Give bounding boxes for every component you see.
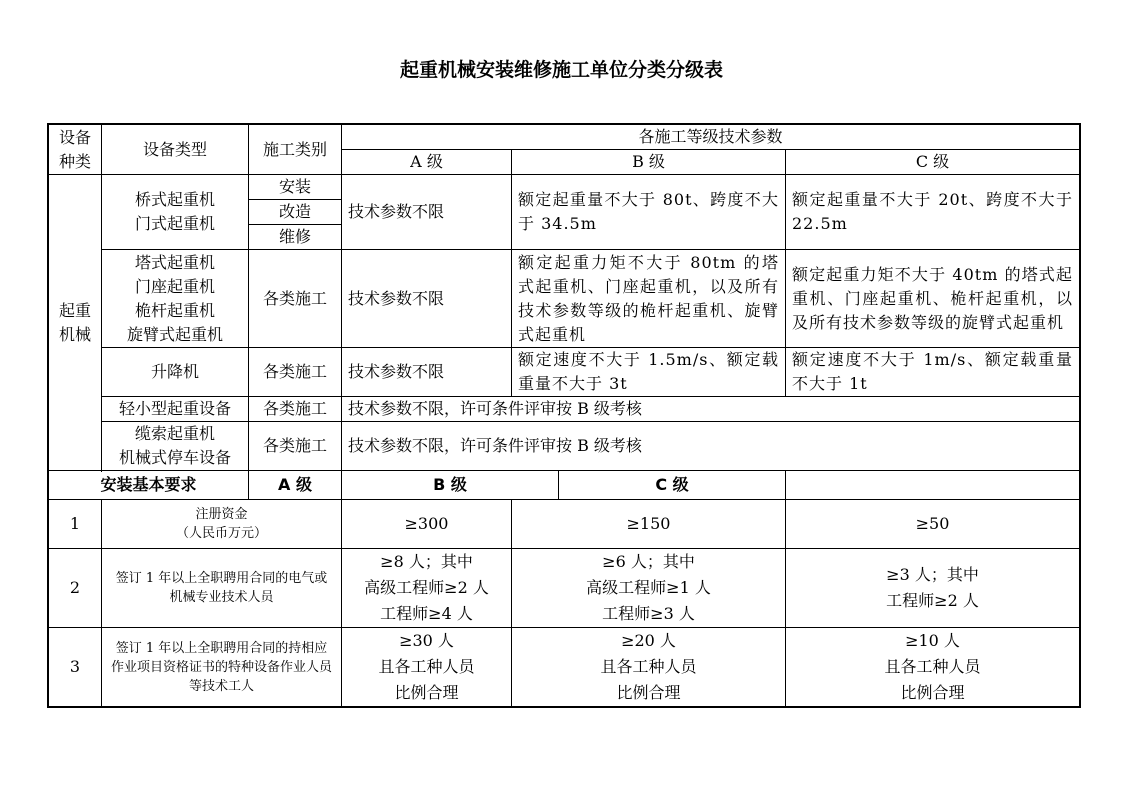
header-grade-b: B 级 [512,150,786,175]
req-item: 签订 1 年以上全职聘用合同的电气或机械专业技术人员 [102,549,342,628]
req-header-a: A 级 [249,471,342,500]
work-repair: 维修 [249,225,342,250]
category-lifting-machinery: 起重 机械 [49,175,102,471]
header-device-type: 设备类型 [102,125,249,175]
lift-grade-b: 额定速度不大于 1.5m/s、额定载重量不大于 3t [512,348,786,397]
work-install: 安装 [249,175,342,200]
req-header-b: B 级 [342,471,559,500]
req-item: 签订 1 年以上全职聘用合同的持相应作业项目资格证书的特种设备作业人员等技术工人 [102,628,342,707]
req-no: 2 [49,549,102,628]
work-modify: 改造 [249,200,342,225]
header-construction-type: 施工类别 [249,125,342,175]
light-params: 技术参数不限，许可条件评审按 B 级考核 [342,397,1080,422]
light-work: 各类施工 [249,397,342,422]
lift-grade-a: 技术参数不限 [342,348,512,397]
header-grade-c: C 级 [786,150,1080,175]
bridge-grade-a: 技术参数不限 [342,175,512,250]
req-grade-c: ≥10 人 且各工种人员 比例合理 [786,628,1080,707]
tower-grade-a: 技术参数不限 [342,250,512,348]
lift-work: 各类施工 [249,348,342,397]
classification-table [48,124,1080,707]
lift-grade-c: 额定速度不大于 1m/s、额定载重量不大于 1t [786,348,1080,397]
req-header-c: C 级 [559,471,786,500]
type-cable-parking: 缆索起重机 机械式停车设备 [102,422,249,471]
req-item: 注册资金 （人民币万元） [102,500,342,549]
tower-grade-c: 额定起重力矩不大于 40tm 的塔式起重机、门座起重机、桅杆起重机，以及所有技术参数等级的旋臂式起重机 [786,250,1080,348]
req-grade-b: ≥6 人；其中 高级工程师≥1 人 工程师≥3 人 [512,549,786,628]
req-grade-c: ≥50 [786,500,1080,549]
req-grade-c: ≥3 人；其中 工程师≥2 人 [786,549,1080,628]
req-no: 3 [49,628,102,707]
header-device-kind: 设备 种类 [49,125,102,175]
tower-work: 各类施工 [249,250,342,348]
header-params: 各施工等级技术参数 [342,125,1080,150]
header-grade-a: A 级 [342,150,512,175]
type-lift: 升降机 [102,348,249,397]
document-title: 起重机械安装维修施工单位分类分级表 [399,59,723,81]
req-header-label: 安装基本要求 [49,471,249,500]
req-grade-a: ≥8 人；其中 高级工程师≥2 人 工程师≥4 人 [342,549,512,628]
type-bridge-gantry: 桥式起重机 门式起重机 [102,175,249,250]
tower-grade-b: 额定起重力矩不大于 80tm 的塔式起重机、门座起重机，以及所有技术参数等级的桅杆起重机、旋臂式起重机 [512,250,786,348]
req-grade-a: ≥30 人 且各工种人员 比例合理 [342,628,512,707]
req-no: 1 [49,500,102,549]
type-light-small: 轻小型起重设备 [102,397,249,422]
req-grade-a: ≥300 [342,500,512,549]
bridge-grade-c: 额定起重量不大于 20t、跨度不大于 22.5m [786,175,1080,250]
type-tower-portal: 塔式起重机 门座起重机 桅杆起重机 旋臂式起重机 [102,250,249,348]
req-grade-b: ≥150 [512,500,786,549]
req-grade-b: ≥20 人 且各工种人员 比例合理 [512,628,786,707]
cable-params: 技术参数不限，许可条件评审按 B 级考核 [342,422,1080,471]
bridge-grade-b: 额定起重量不大于 80t、跨度不大于 34.5m [512,175,786,250]
cable-work: 各类施工 [249,422,342,471]
